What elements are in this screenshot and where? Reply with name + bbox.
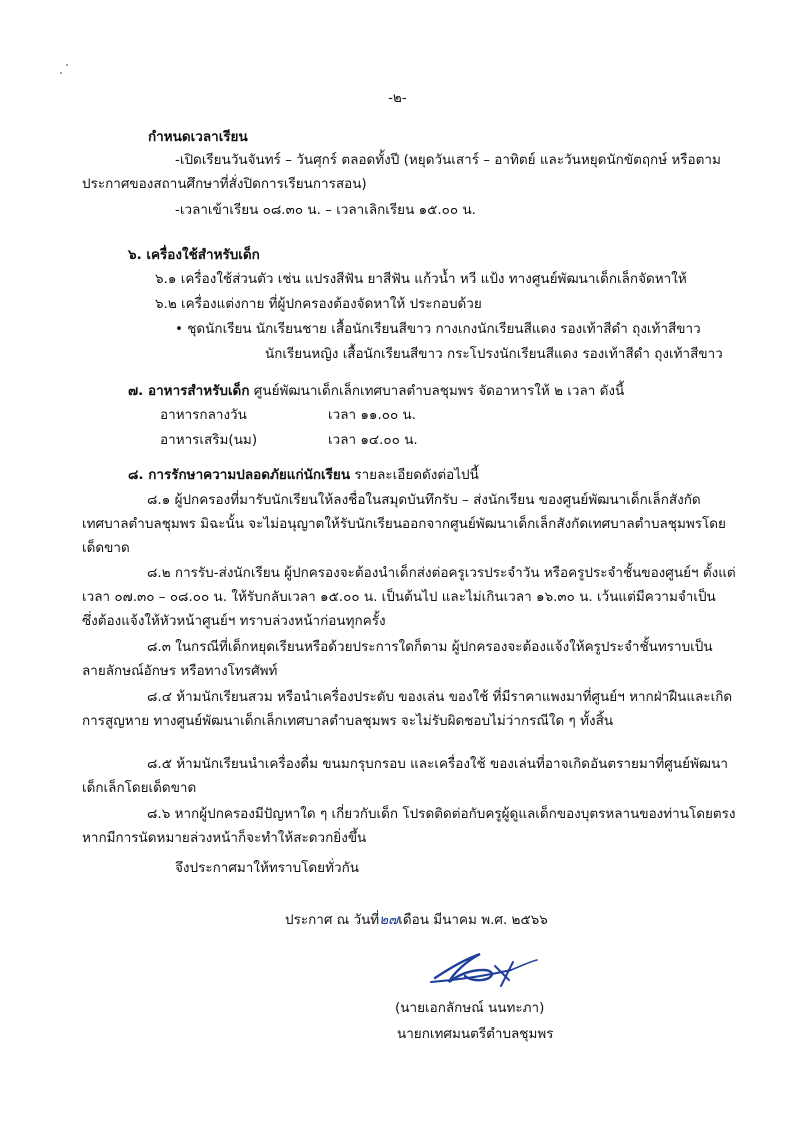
section-7-line [128, 381, 624, 401]
rule-8-2-line-2: เวลา ๐๗.๓๐ – ๐๘.๐๐ น. ให้รับกลับเวลา ๑๕.๐๐ น. เป็นต้นไป และไม่เกินเวลา ๑๖.๓๐ น. เว้นแต่มีความจำเป็น [82, 589, 716, 605]
closing-statement: จึงประกาศมาให้ทราบโดยทั่วกัน [175, 860, 359, 876]
scan-speck [60, 72, 62, 74]
uniform-girls: นักเรียนหญิง เสื้อนักเรียนสีขาว กระโปรงนักเรียนสีแดง รองเท้าสีดำ ถุงเท้าสีขาว [265, 346, 723, 362]
rule-8-2-line-3: ซึ่งต้องแจ้งให้หัวหน้าศูนย์ฯ ทราบล่วงหน้าก่อนทุกครั้ง [82, 613, 386, 629]
meal-name-2: อาหารเสริม(นม) [160, 432, 258, 448]
rule-8-1-line-2: เทศบาลตำบลชุมพร มิฉะนั้น จะไม่อนุญาตให้รับนักเรียนออกจากศูนย์พัฒนาเด็กเล็กสังกัดเทศบาลตำบลชุมพรโดย [82, 516, 726, 532]
section-6-item-2: ๖.๒ เครื่องแต่งกาย ที่ผู้ปกครองต้องจัดหาให้ ประกอบด้วย [155, 296, 482, 312]
meal-time-2: เวลา ๑๔.๐๐ น. [328, 432, 418, 448]
section-8-heading: ๘. การรักษาความปลอดภัยแก่นักเรียน [128, 467, 351, 483]
announce-date [285, 910, 548, 930]
meal-name-1: อาหารกลางวัน [160, 407, 247, 423]
handwritten-day: ๒๗ [379, 912, 399, 928]
schedule-line-1: -เปิดเรียนวันจันทร์ – วันศุกร์ ตลอดทั้งปี (หยุดวันเสาร์ – อาทิตย์ และวันหยุดนักขัตฤกษ์ หรือตาม [175, 152, 721, 168]
rule-8-5-line-1: ๘.๕ ห้ามนักเรียนนำเครื่องดื่ม ขนมกรุบกรอบ และเครื่องใช้ ของเล่นที่อาจเกิดอันตรายมาที่ศูนย์พัฒนา [147, 756, 728, 772]
section-7-heading: ๗. อาหารสำหรับเด็ก [128, 383, 250, 399]
rule-8-2-line-1: ๘.๒ การรับ-ส่งนักเรียน ผู้ปกครองจะต้องนำเด็กส่งต่อครูเวรประจำวัน หรือครูประจำชั้นของศูนย์ฯ ตั้งแต่ [147, 565, 736, 581]
rule-8-6-line-2: หากมีการนัดหมายล่วงหน้าก็จะทำให้สะดวกยิ่งขึ้น [82, 830, 367, 846]
scan-speck [66, 64, 68, 66]
signer-title: นายกเทศมนตรีตำบลชุมพร [397, 1026, 554, 1042]
schedule-line-2: ประกาศของสถานศึกษาที่สั่งปิดการเรียนการสอน) [82, 176, 367, 192]
rule-8-5-line-2: เด็กเล็กโดยเด็ดขาด [82, 780, 197, 796]
announce-suffix: เดือน มีนาคม พ.ศ. ๒๕๖๖ [398, 912, 548, 928]
announce-prefix: ประกาศ ณ วันที่ [285, 912, 380, 928]
schedule-heading: กำหนดเวลาเรียน [148, 129, 248, 145]
page-number: -๒- [388, 90, 407, 106]
section-6-heading: ๖. เครื่องใช้สำหรับเด็ก [128, 247, 260, 263]
rule-8-4-line-1: ๘.๔ ห้ามนักเรียนสวม หรือนำเครื่องประดับ ของเล่น ของใช้ ที่มีราคาแพงมาที่ศูนย์ฯ หากฝ่าฝืนและเกิด [147, 689, 733, 705]
rule-8-4-line-2: การสูญหาย ทางศูนย์พัฒนาเด็กเล็กเทศบาลตำบลชุมพร จะไม่รับผิดชอบไม่ว่ากรณีใด ๆ ทั้งสิ้น [82, 713, 614, 729]
rule-8-3-line-2: ลายลักษณ์อักษร หรือทางโทรศัพท์ [82, 663, 278, 679]
signature-image [425, 940, 555, 1000]
rule-8-3-line-1: ๘.๓ ในกรณีที่เด็กหยุดเรียนหรือด้วยประการใดก็ตาม ผู้ปกครองจะต้องแจ้งให้ครูประจำชั้นทราบเป็น [147, 639, 713, 655]
uniform-boys: • ชุดนักเรียน นักเรียนชาย เสื้อนักเรียนสีขาว กางเกงนักเรียนสีแดง รองเท้าสีดำ ถุงเท้าสีขาว [175, 321, 701, 337]
meal-time-1: เวลา ๑๑.๐๐ น. [328, 407, 417, 423]
rule-8-6-line-1: ๘.๖ หากผู้ปกครองมีปัญหาใด ๆ เกี่ยวกับเด็ก โปรดติดต่อกับครูผู้ดูแลเด็กของบุตรหลานของท่านโดยตรง [147, 806, 736, 822]
section-7-intro: ศูนย์พัฒนาเด็กเล็กเทศบาลตำบลชุมพร จัดอาหารให้ ๒ เวลา ดังนี้ [249, 383, 625, 399]
section-6-item-1: ๖.๑ เครื่องใช้ส่วนตัว เช่น แปรงสีฟัน ยาสีฟัน แก้วน้ำ หวี แป้ง ทางศูนย์พัฒนาเด็กเล็กจัดหาให้ [155, 271, 687, 287]
rule-8-1-line-1: ๘.๑ ผู้ปกครองที่มารับนักเรียนให้ลงชื่อในสมุดบันทึกรับ – ส่งนักเรียน ของศูนย์พัฒนาเด็กเล็กสังกัด [147, 492, 701, 508]
signer-name: (นายเอกลักษณ์ นนทะภา) [395, 1000, 545, 1016]
schedule-line-3: -เวลาเข้าเรียน ๐๘.๓๐ น. – เวลาเลิกเรียน ๑๕.๐๐ น. [175, 202, 476, 218]
section-8-intro: รายละเอียดดังต่อไปนี้ [350, 467, 479, 483]
rule-8-1-line-3: เด็ดขาด [82, 540, 130, 556]
section-8-line [128, 465, 479, 485]
